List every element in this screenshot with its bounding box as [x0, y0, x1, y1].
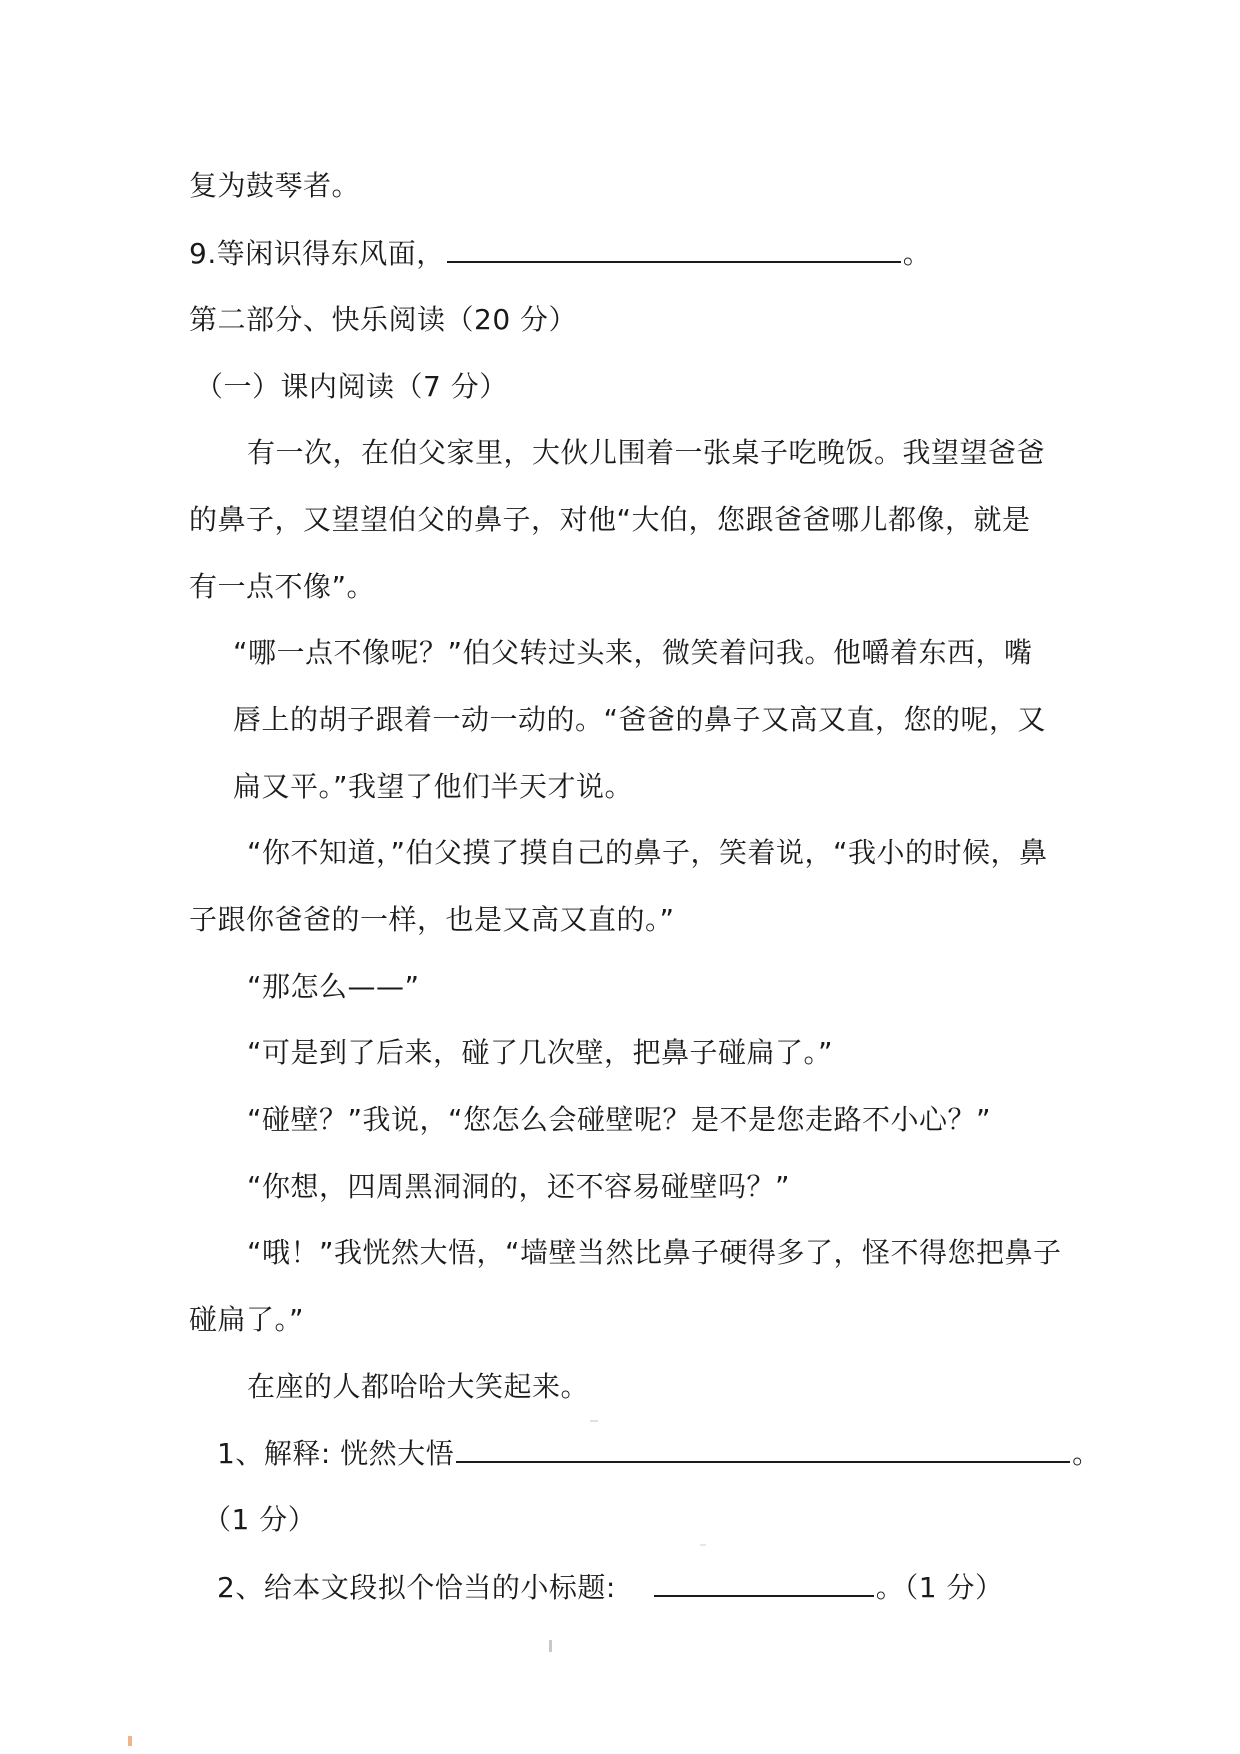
- passage-line: 的鼻子，又望望伯父的鼻子，对他“大伯，您跟爸爸哪儿都像，就是: [189, 503, 1031, 536]
- question-end: 。（1 分）: [875, 1571, 1004, 1604]
- question-text: 1、解释: 恍然大悟: [217, 1437, 455, 1470]
- passage-line: “可是到了后来，碰了几次壁，把鼻子碰扁了。”: [247, 1036, 834, 1069]
- poem-fill-question: [189, 231, 931, 275]
- answer-blank[interactable]: [654, 1565, 874, 1597]
- question-end: 。: [1072, 1437, 1101, 1470]
- passage-line: “碰壁？”我说，“您怎么会碰壁呢？是不是您走路不小心？”: [247, 1103, 992, 1136]
- scan-speck: [128, 1736, 132, 1746]
- passage-line: 在座的人都哈哈大笑起来。: [247, 1370, 590, 1403]
- question-text: 2、给本文段拟个恰当的小标题:: [217, 1571, 616, 1604]
- scan-speck: [549, 1640, 552, 1652]
- passage-line: 有一点不像”。: [189, 570, 376, 603]
- question-1-score: （1 分）: [203, 1503, 317, 1536]
- scan-speck: [700, 1544, 706, 1546]
- passage-line: “你不知道，”伯父摸了摸自己的鼻子，笑着说，“我小的时候，鼻: [247, 836, 1048, 869]
- passage-line: “你想，四周黑洞洞的，还不容易碰壁吗？”: [247, 1170, 791, 1203]
- question-text: 9.等闲识得东风面，: [189, 237, 445, 270]
- section-heading: 第二部分、快乐阅读（20 分）: [189, 303, 578, 336]
- passage-line: “哦！”我恍然大悟，“墙壁当然比鼻子硬得多了，怪不得您把鼻子: [247, 1236, 1062, 1269]
- passage-line: “哪一点不像呢？”伯父转过头来，微笑着问我。他嚼着东西，嘴: [233, 636, 1033, 669]
- text-line: 复为鼓琴者。: [189, 169, 361, 202]
- passage-line: 有一次，在伯父家里，大伙儿围着一张桌子吃晚饭。我望望爸爸: [247, 436, 1046, 469]
- question-1: [217, 1431, 1101, 1475]
- passage-line: 子跟你爸爸的一样，也是又高又直的。”: [189, 903, 675, 936]
- question-2: [217, 1565, 1003, 1609]
- passage-line: 碰扁了。”: [189, 1303, 305, 1336]
- passage-line: 唇上的胡子跟着一动一动的。“爸爸的鼻子又高又直，您的呢，又: [233, 703, 1047, 736]
- answer-blank[interactable]: [456, 1431, 1070, 1463]
- scan-speck: [590, 1420, 598, 1422]
- passage-line: 扁又平。”我望了他们半天才说。: [233, 770, 634, 803]
- passage-line: “那怎么——”: [247, 970, 420, 1003]
- subsection-heading: （一）课内阅读（7 分）: [195, 370, 508, 403]
- answer-blank[interactable]: [447, 231, 901, 263]
- question-end: 。: [902, 237, 932, 270]
